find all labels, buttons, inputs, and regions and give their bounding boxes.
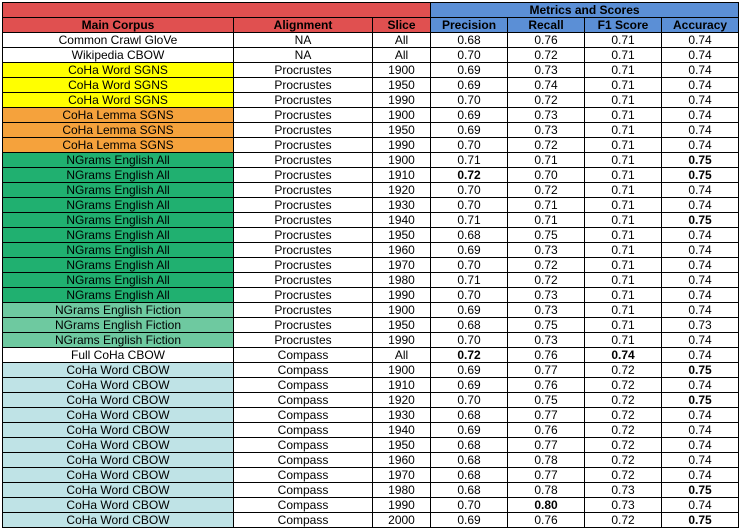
cell-alignment: Procrustes bbox=[234, 243, 373, 258]
cell-recall: 0.73 bbox=[508, 243, 585, 258]
cell-alignment: Compass bbox=[234, 483, 373, 498]
cell-recall: 0.73 bbox=[508, 123, 585, 138]
cell-recall: 0.74 bbox=[508, 78, 585, 93]
cell-precision: 0.70 bbox=[431, 93, 508, 108]
cell-precision: 0.70 bbox=[431, 393, 508, 408]
table-row bbox=[3, 273, 739, 288]
table-row bbox=[3, 123, 739, 138]
cell-alignment: Procrustes bbox=[234, 123, 373, 138]
cell-slice: 1960 bbox=[373, 453, 431, 468]
cell-recall: 0.78 bbox=[508, 483, 585, 498]
cell-precision: 0.69 bbox=[431, 108, 508, 123]
cell-alignment: Procrustes bbox=[234, 303, 373, 318]
cell-accuracy: 0.74 bbox=[662, 468, 739, 483]
results-table bbox=[2, 2, 739, 528]
col-header-accuracy: Accuracy bbox=[662, 18, 739, 33]
cell-recall: 0.77 bbox=[508, 468, 585, 483]
cell-f1-score: 0.72 bbox=[585, 423, 662, 438]
cell-slice: 1930 bbox=[373, 198, 431, 213]
cell-recall: 0.76 bbox=[508, 348, 585, 363]
cell-recall: 0.76 bbox=[508, 378, 585, 393]
cell-main-corpus: NGrams English All bbox=[3, 273, 234, 288]
table-row bbox=[3, 258, 739, 273]
cell-f1-score: 0.71 bbox=[585, 198, 662, 213]
table-row bbox=[3, 378, 739, 393]
cell-accuracy: 0.74 bbox=[662, 138, 739, 153]
cell-recall: 0.73 bbox=[508, 333, 585, 348]
cell-accuracy: 0.74 bbox=[662, 288, 739, 303]
cell-alignment: Procrustes bbox=[234, 78, 373, 93]
cell-slice: 1940 bbox=[373, 423, 431, 438]
cell-slice: 1990 bbox=[373, 288, 431, 303]
cell-f1-score: 0.72 bbox=[585, 363, 662, 378]
cell-alignment: Procrustes bbox=[234, 213, 373, 228]
cell-alignment: Procrustes bbox=[234, 93, 373, 108]
cell-accuracy: 0.74 bbox=[662, 63, 739, 78]
cell-precision: 0.70 bbox=[431, 48, 508, 63]
cell-alignment: Compass bbox=[234, 453, 373, 468]
cell-alignment: Procrustes bbox=[234, 153, 373, 168]
cell-accuracy: 0.74 bbox=[662, 303, 739, 318]
col-header-slice: Slice bbox=[373, 18, 431, 33]
cell-slice: 1930 bbox=[373, 408, 431, 423]
cell-precision: 0.70 bbox=[431, 138, 508, 153]
cell-alignment: Compass bbox=[234, 423, 373, 438]
cell-precision: 0.72 bbox=[431, 348, 508, 363]
cell-alignment: Procrustes bbox=[234, 273, 373, 288]
cell-recall: 0.72 bbox=[508, 93, 585, 108]
header-group-title: Metrics and Scores bbox=[431, 3, 739, 18]
cell-accuracy: 0.74 bbox=[662, 48, 739, 63]
cell-alignment: Procrustes bbox=[234, 138, 373, 153]
cell-main-corpus: CoHa Lemma SGNS bbox=[3, 138, 234, 153]
cell-accuracy: 0.74 bbox=[662, 93, 739, 108]
cell-precision: 0.70 bbox=[431, 288, 508, 303]
col-header-alignment: Alignment bbox=[234, 18, 373, 33]
table-row bbox=[3, 48, 739, 63]
cell-precision: 0.68 bbox=[431, 438, 508, 453]
cell-slice: All bbox=[373, 33, 431, 48]
table-row bbox=[3, 213, 739, 228]
cell-f1-score: 0.72 bbox=[585, 408, 662, 423]
table-row bbox=[3, 78, 739, 93]
cell-recall: 0.72 bbox=[508, 258, 585, 273]
cell-alignment: Compass bbox=[234, 498, 373, 513]
cell-alignment: NA bbox=[234, 48, 373, 63]
table-body bbox=[3, 33, 739, 528]
cell-accuracy: 0.75 bbox=[662, 153, 739, 168]
cell-main-corpus: NGrams English All bbox=[3, 198, 234, 213]
table-row bbox=[3, 228, 739, 243]
cell-recall: 0.75 bbox=[508, 228, 585, 243]
cell-alignment: Procrustes bbox=[234, 168, 373, 183]
cell-recall: 0.71 bbox=[508, 198, 585, 213]
cell-slice: 1950 bbox=[373, 228, 431, 243]
cell-precision: 0.71 bbox=[431, 273, 508, 288]
cell-main-corpus: CoHa Word CBOW bbox=[3, 408, 234, 423]
cell-accuracy: 0.74 bbox=[662, 108, 739, 123]
cell-f1-score: 0.71 bbox=[585, 318, 662, 333]
cell-accuracy: 0.74 bbox=[662, 258, 739, 273]
cell-f1-score: 0.72 bbox=[585, 438, 662, 453]
cell-f1-score: 0.71 bbox=[585, 303, 662, 318]
cell-main-corpus: CoHa Lemma SGNS bbox=[3, 108, 234, 123]
cell-main-corpus: NGrams English Fiction bbox=[3, 318, 234, 333]
col-header-precision: Precision bbox=[431, 18, 508, 33]
cell-f1-score: 0.74 bbox=[585, 348, 662, 363]
col-header-main-corpus: Main Corpus bbox=[3, 18, 234, 33]
cell-alignment: Compass bbox=[234, 468, 373, 483]
cell-slice: 1900 bbox=[373, 153, 431, 168]
cell-accuracy: 0.74 bbox=[662, 438, 739, 453]
cell-slice: 1920 bbox=[373, 393, 431, 408]
cell-accuracy: 0.75 bbox=[662, 213, 739, 228]
cell-accuracy: 0.75 bbox=[662, 393, 739, 408]
cell-precision: 0.69 bbox=[431, 123, 508, 138]
cell-f1-score: 0.72 bbox=[585, 393, 662, 408]
cell-main-corpus: CoHa Word CBOW bbox=[3, 513, 234, 528]
cell-slice: 1990 bbox=[373, 138, 431, 153]
cell-accuracy: 0.74 bbox=[662, 408, 739, 423]
cell-alignment: Procrustes bbox=[234, 183, 373, 198]
cell-alignment: Compass bbox=[234, 438, 373, 453]
cell-main-corpus: CoHa Word CBOW bbox=[3, 363, 234, 378]
cell-precision: 0.68 bbox=[431, 408, 508, 423]
cell-accuracy: 0.74 bbox=[662, 228, 739, 243]
cell-f1-score: 0.71 bbox=[585, 228, 662, 243]
cell-f1-score: 0.72 bbox=[585, 513, 662, 528]
cell-recall: 0.76 bbox=[508, 423, 585, 438]
cell-slice: 2000 bbox=[373, 513, 431, 528]
cell-f1-score: 0.71 bbox=[585, 123, 662, 138]
cell-precision: 0.69 bbox=[431, 423, 508, 438]
cell-accuracy: 0.74 bbox=[662, 33, 739, 48]
cell-precision: 0.71 bbox=[431, 153, 508, 168]
table-row bbox=[3, 393, 739, 408]
cell-slice: 1900 bbox=[373, 303, 431, 318]
cell-precision: 0.70 bbox=[431, 198, 508, 213]
cell-main-corpus: CoHa Word SGNS bbox=[3, 63, 234, 78]
cell-slice: 1910 bbox=[373, 378, 431, 393]
table-row bbox=[3, 468, 739, 483]
table-row bbox=[3, 363, 739, 378]
cell-f1-score: 0.71 bbox=[585, 183, 662, 198]
cell-accuracy: 0.74 bbox=[662, 498, 739, 513]
cell-recall: 0.77 bbox=[508, 363, 585, 378]
cell-precision: 0.69 bbox=[431, 243, 508, 258]
cell-accuracy: 0.74 bbox=[662, 243, 739, 258]
cell-recall: 0.72 bbox=[508, 48, 585, 63]
cell-f1-score: 0.72 bbox=[585, 468, 662, 483]
table-row bbox=[3, 288, 739, 303]
cell-slice: 1990 bbox=[373, 498, 431, 513]
cell-slice: 1980 bbox=[373, 273, 431, 288]
cell-main-corpus: CoHa Word CBOW bbox=[3, 378, 234, 393]
table-row bbox=[3, 168, 739, 183]
cell-slice: All bbox=[373, 48, 431, 63]
cell-alignment: NA bbox=[234, 33, 373, 48]
cell-accuracy: 0.74 bbox=[662, 78, 739, 93]
cell-alignment: Procrustes bbox=[234, 258, 373, 273]
header-group-blank bbox=[3, 3, 431, 18]
cell-precision: 0.68 bbox=[431, 453, 508, 468]
cell-f1-score: 0.71 bbox=[585, 333, 662, 348]
cell-precision: 0.68 bbox=[431, 228, 508, 243]
cell-accuracy: 0.74 bbox=[662, 333, 739, 348]
cell-main-corpus: CoHa Word CBOW bbox=[3, 468, 234, 483]
cell-alignment: Procrustes bbox=[234, 288, 373, 303]
cell-accuracy: 0.74 bbox=[662, 183, 739, 198]
cell-accuracy: 0.75 bbox=[662, 168, 739, 183]
cell-accuracy: 0.73 bbox=[662, 318, 739, 333]
cell-slice: 1990 bbox=[373, 333, 431, 348]
table-row bbox=[3, 243, 739, 258]
cell-alignment: Compass bbox=[234, 363, 373, 378]
cell-f1-score: 0.72 bbox=[585, 453, 662, 468]
cell-recall: 0.75 bbox=[508, 393, 585, 408]
cell-accuracy: 0.74 bbox=[662, 453, 739, 468]
cell-slice: 1950 bbox=[373, 123, 431, 138]
cell-precision: 0.69 bbox=[431, 513, 508, 528]
table-row bbox=[3, 408, 739, 423]
cell-recall: 0.77 bbox=[508, 408, 585, 423]
cell-slice: 1910 bbox=[373, 168, 431, 183]
cell-main-corpus: NGrams English All bbox=[3, 183, 234, 198]
cell-main-corpus: CoHa Word SGNS bbox=[3, 93, 234, 108]
cell-slice: 1900 bbox=[373, 363, 431, 378]
cell-alignment: Compass bbox=[234, 348, 373, 363]
cell-slice: 1920 bbox=[373, 183, 431, 198]
cell-accuracy: 0.75 bbox=[662, 483, 739, 498]
cell-f1-score: 0.73 bbox=[585, 483, 662, 498]
table-row bbox=[3, 498, 739, 513]
cell-recall: 0.72 bbox=[508, 138, 585, 153]
cell-precision: 0.69 bbox=[431, 78, 508, 93]
table-row bbox=[3, 333, 739, 348]
cell-alignment: Compass bbox=[234, 408, 373, 423]
cell-slice: All bbox=[373, 348, 431, 363]
cell-accuracy: 0.74 bbox=[662, 273, 739, 288]
cell-recall: 0.76 bbox=[508, 33, 585, 48]
table-row bbox=[3, 423, 739, 438]
cell-f1-score: 0.72 bbox=[585, 378, 662, 393]
cell-slice: 1950 bbox=[373, 78, 431, 93]
cell-precision: 0.68 bbox=[431, 33, 508, 48]
cell-main-corpus: CoHa Word CBOW bbox=[3, 423, 234, 438]
cell-main-corpus: NGrams English All bbox=[3, 288, 234, 303]
cell-recall: 0.73 bbox=[508, 288, 585, 303]
cell-f1-score: 0.71 bbox=[585, 258, 662, 273]
cell-alignment: Procrustes bbox=[234, 108, 373, 123]
cell-precision: 0.69 bbox=[431, 363, 508, 378]
cell-precision: 0.70 bbox=[431, 333, 508, 348]
table-row bbox=[3, 348, 739, 363]
cell-main-corpus: NGrams English All bbox=[3, 243, 234, 258]
cell-main-corpus: Wikipedia CBOW bbox=[3, 48, 234, 63]
table-row bbox=[3, 93, 739, 108]
cell-accuracy: 0.74 bbox=[662, 348, 739, 363]
table-row bbox=[3, 183, 739, 198]
cell-slice: 1950 bbox=[373, 318, 431, 333]
cell-precision: 0.68 bbox=[431, 483, 508, 498]
cell-slice: 1950 bbox=[373, 438, 431, 453]
cell-main-corpus: NGrams English All bbox=[3, 213, 234, 228]
cell-main-corpus: CoHa Word SGNS bbox=[3, 78, 234, 93]
cell-accuracy: 0.74 bbox=[662, 378, 739, 393]
cell-f1-score: 0.71 bbox=[585, 168, 662, 183]
cell-main-corpus: NGrams English All bbox=[3, 228, 234, 243]
table-row bbox=[3, 63, 739, 78]
cell-main-corpus: CoHa Lemma SGNS bbox=[3, 123, 234, 138]
cell-alignment: Compass bbox=[234, 393, 373, 408]
cell-recall: 0.73 bbox=[508, 108, 585, 123]
cell-precision: 0.69 bbox=[431, 63, 508, 78]
cell-precision: 0.68 bbox=[431, 468, 508, 483]
cell-f1-score: 0.71 bbox=[585, 243, 662, 258]
table-row bbox=[3, 33, 739, 48]
cell-recall: 0.73 bbox=[508, 63, 585, 78]
cell-precision: 0.70 bbox=[431, 183, 508, 198]
cell-recall: 0.75 bbox=[508, 318, 585, 333]
cell-recall: 0.73 bbox=[508, 303, 585, 318]
cell-main-corpus: CoHa Word CBOW bbox=[3, 438, 234, 453]
cell-f1-score: 0.71 bbox=[585, 48, 662, 63]
cell-main-corpus: NGrams English All bbox=[3, 168, 234, 183]
cell-main-corpus: Full CoHa CBOW bbox=[3, 348, 234, 363]
header-row bbox=[3, 18, 739, 33]
cell-f1-score: 0.71 bbox=[585, 93, 662, 108]
cell-precision: 0.72 bbox=[431, 168, 508, 183]
cell-f1-score: 0.71 bbox=[585, 288, 662, 303]
cell-slice: 1990 bbox=[373, 93, 431, 108]
cell-accuracy: 0.74 bbox=[662, 423, 739, 438]
table-row bbox=[3, 138, 739, 153]
cell-f1-score: 0.73 bbox=[585, 498, 662, 513]
cell-recall: 0.72 bbox=[508, 273, 585, 288]
cell-alignment: Procrustes bbox=[234, 63, 373, 78]
cell-main-corpus: NGrams English Fiction bbox=[3, 333, 234, 348]
cell-f1-score: 0.71 bbox=[585, 33, 662, 48]
cell-recall: 0.80 bbox=[508, 498, 585, 513]
cell-f1-score: 0.71 bbox=[585, 108, 662, 123]
cell-main-corpus: NGrams English Fiction bbox=[3, 303, 234, 318]
cell-recall: 0.76 bbox=[508, 513, 585, 528]
cell-f1-score: 0.71 bbox=[585, 273, 662, 288]
cell-alignment: Procrustes bbox=[234, 198, 373, 213]
cell-alignment: Compass bbox=[234, 378, 373, 393]
cell-main-corpus: CoHa Word CBOW bbox=[3, 498, 234, 513]
cell-precision: 0.70 bbox=[431, 498, 508, 513]
cell-main-corpus: CoHa Word CBOW bbox=[3, 393, 234, 408]
cell-f1-score: 0.71 bbox=[585, 78, 662, 93]
cell-accuracy: 0.74 bbox=[662, 123, 739, 138]
cell-main-corpus: NGrams English All bbox=[3, 153, 234, 168]
col-header-f1-score: F1 Score bbox=[585, 18, 662, 33]
cell-alignment: Procrustes bbox=[234, 333, 373, 348]
cell-accuracy: 0.75 bbox=[662, 363, 739, 378]
cell-f1-score: 0.71 bbox=[585, 138, 662, 153]
table-row bbox=[3, 303, 739, 318]
cell-main-corpus: CoHa Word CBOW bbox=[3, 453, 234, 468]
table-row bbox=[3, 513, 739, 528]
cell-slice: 1970 bbox=[373, 258, 431, 273]
cell-precision: 0.69 bbox=[431, 303, 508, 318]
table-row bbox=[3, 438, 739, 453]
cell-slice: 1980 bbox=[373, 483, 431, 498]
table-row bbox=[3, 453, 739, 468]
col-header-recall: Recall bbox=[508, 18, 585, 33]
cell-recall: 0.71 bbox=[508, 153, 585, 168]
cell-main-corpus: NGrams English All bbox=[3, 258, 234, 273]
cell-recall: 0.70 bbox=[508, 168, 585, 183]
cell-main-corpus: CoHa Word CBOW bbox=[3, 483, 234, 498]
cell-slice: 1960 bbox=[373, 243, 431, 258]
cell-f1-score: 0.71 bbox=[585, 63, 662, 78]
cell-main-corpus: Common Crawl GloVe bbox=[3, 33, 234, 48]
cell-recall: 0.72 bbox=[508, 183, 585, 198]
table-row bbox=[3, 153, 739, 168]
cell-slice: 1970 bbox=[373, 468, 431, 483]
cell-alignment: Compass bbox=[234, 513, 373, 528]
header-row-top bbox=[3, 3, 739, 18]
cell-f1-score: 0.71 bbox=[585, 213, 662, 228]
cell-recall: 0.78 bbox=[508, 453, 585, 468]
table-row bbox=[3, 198, 739, 213]
cell-alignment: Procrustes bbox=[234, 228, 373, 243]
table-row bbox=[3, 318, 739, 333]
cell-f1-score: 0.71 bbox=[585, 153, 662, 168]
cell-slice: 1900 bbox=[373, 108, 431, 123]
cell-accuracy: 0.74 bbox=[662, 198, 739, 213]
cell-precision: 0.71 bbox=[431, 213, 508, 228]
cell-slice: 1900 bbox=[373, 63, 431, 78]
cell-precision: 0.69 bbox=[431, 378, 508, 393]
cell-accuracy: 0.75 bbox=[662, 513, 739, 528]
cell-precision: 0.70 bbox=[431, 258, 508, 273]
cell-precision: 0.68 bbox=[431, 318, 508, 333]
table-row bbox=[3, 108, 739, 123]
cell-recall: 0.71 bbox=[508, 213, 585, 228]
cell-slice: 1940 bbox=[373, 213, 431, 228]
table-row bbox=[3, 483, 739, 498]
cell-recall: 0.77 bbox=[508, 438, 585, 453]
cell-alignment: Procrustes bbox=[234, 318, 373, 333]
